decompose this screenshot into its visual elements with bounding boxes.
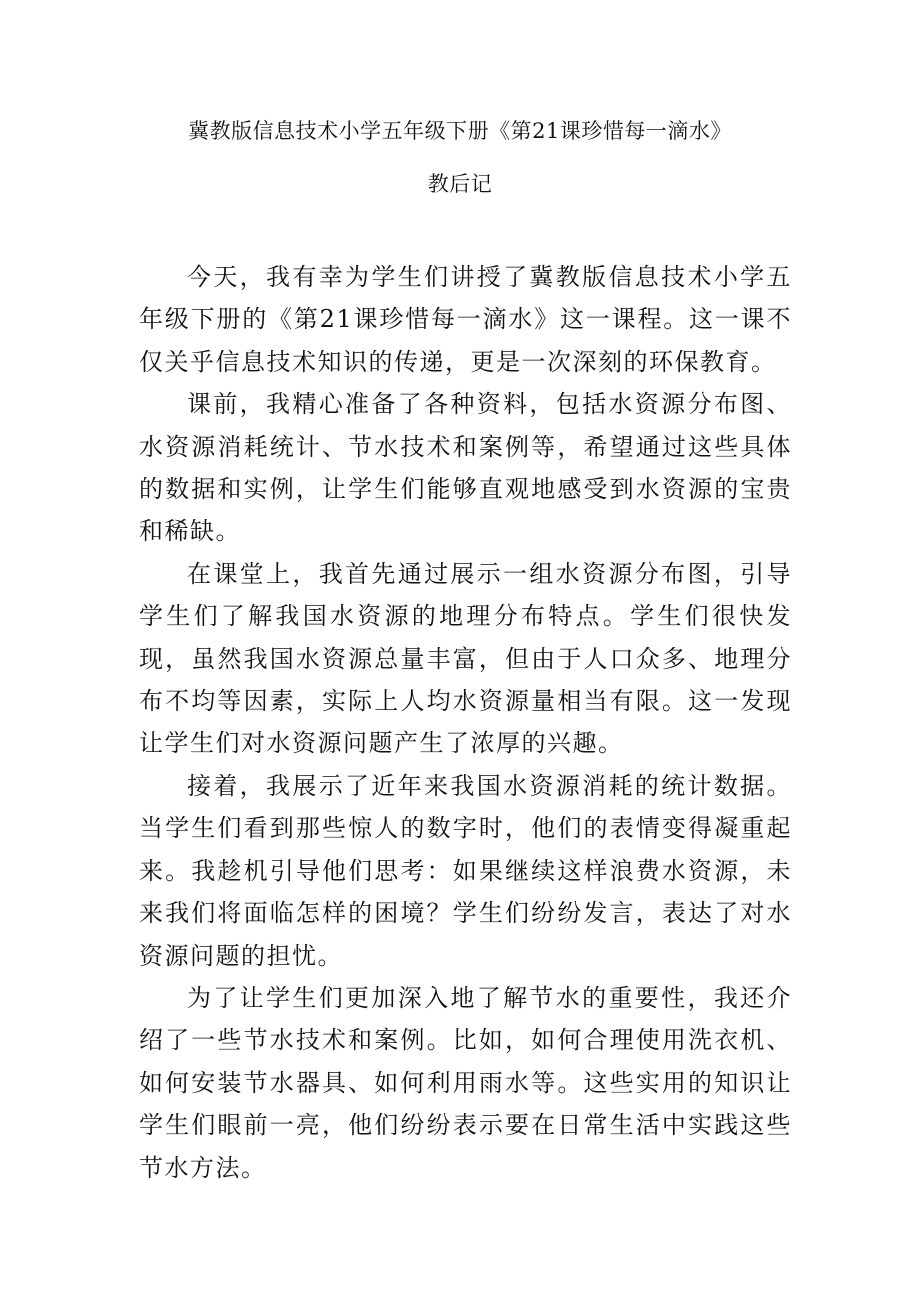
paragraph: 课前，我精心准备了各种资料，包括水资源分布图、水资源消耗统计、节水技术和案例等，希望通过这些具体的数据和实例，让学生们能够直观地感受到水资源的宝贵和稀缺。 [139, 390, 792, 546]
document-subtitle: 教后记 [427, 172, 493, 196]
paragraph: 接着，我展示了近年来我国水资源消耗的统计数据。当学生们看到那些惊人的数字时，他们的表情变得凝重起来。我趁机引导他们思考：如果继续这样浪费水资源，未来我们将面临怎样的困境？学生们纷纷发言，表达了对水资源问题的担忧。 [139, 771, 792, 970]
paragraph: 在课堂上，我首先通过展示一组水资源分布图，引导学生们了解我国水资源的地理分布特点。学生们很快发现，虽然我国水资源总量丰富，但由于人口众多、地理分布不均等因素，实际上人均水资源量相当有限。这一发现让学生们对水资源问题产生了浓厚的兴趣。 [139, 559, 792, 758]
document-title: 冀教版信息技术小学五年级下册《第21课珍惜每一滴水》 [188, 119, 732, 143]
paragraph: 今天，我有幸为学生们讲授了冀教版信息技术小学五年级下册的《第21课珍惜每一滴水》这一课程。这一课不仅关乎信息技术知识的传递，更是一次深刻的环保教育。 [139, 263, 792, 376]
document-body [139, 256, 792, 1189]
paragraph: 为了让学生们更加深入地了解节水的重要性，我还介绍了一些节水技术和案例。比如，如何合理使用洗衣机、如何安装节水器具、如何利用雨水等。这些实用的知识让学生们眼前一亮，他们纷纷表示要在日常生活中实践这些节水方法。 [139, 983, 792, 1182]
